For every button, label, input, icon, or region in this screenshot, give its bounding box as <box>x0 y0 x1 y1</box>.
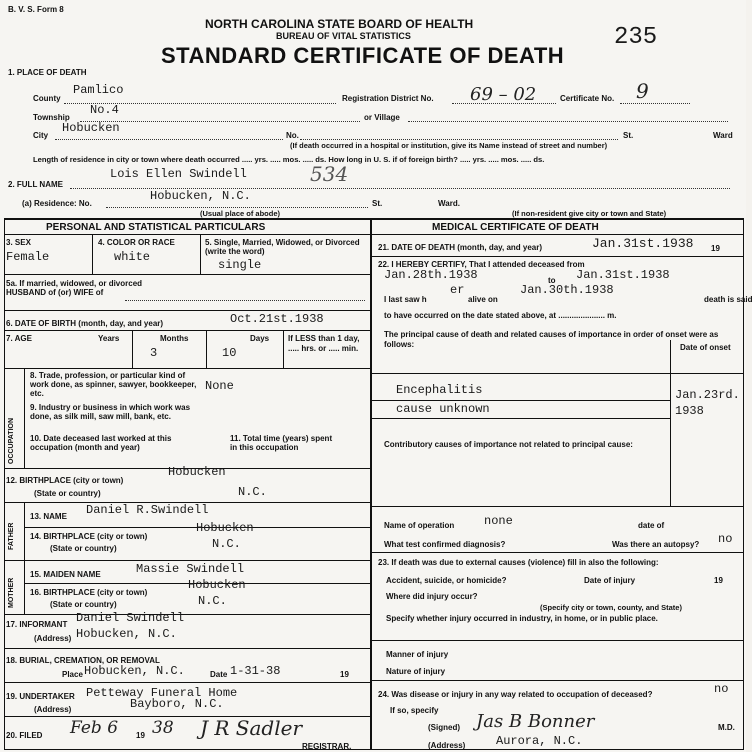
full-name-annotation: 534 <box>310 162 349 186</box>
birthplace-state: N.C. <box>238 485 267 499</box>
industry-question: Specify whether injury occurred in industry, in home, or in public place. <box>386 614 658 623</box>
less-than-day-label: If LESS than 1 day, ..... hrs. or ..... min. <box>288 334 360 353</box>
mother-birthplace-state-label: (State or country) <box>50 600 117 609</box>
race-value: white <box>114 250 151 264</box>
mother-birthplace-city: Hobucken <box>188 578 246 592</box>
occupation-vertical-label: OCCUPATION <box>8 417 15 464</box>
age-label: 7. AGE <box>6 334 32 343</box>
principal-cause-label: The principal cause of death and related causes of importance in order of onset were as follows: <box>384 330 719 349</box>
md-label: M.D. <box>718 723 735 732</box>
marital-value: single <box>218 258 262 272</box>
district-label: Registration District No. <box>342 94 434 103</box>
residence-label: (a) Residence: No. <box>22 199 92 208</box>
informant-value: Daniel Swindell <box>76 611 185 625</box>
full-name-value: Lois Ellen Swindell <box>110 167 247 181</box>
race-label: 4. COLOR OR RACE <box>98 238 175 247</box>
date-of-death-value: Jan.31st.1938 <box>592 236 694 251</box>
filed-year-label: 19 <box>136 731 145 740</box>
informant-address: Hobucken, N.C. <box>76 627 177 641</box>
date-of-onset-label: Date of onset <box>680 343 731 352</box>
father-name-label: 13. NAME <box>30 512 67 521</box>
residence-value: Hobucken, N.C. <box>150 189 251 203</box>
external-causes-label: 23. If death was due to external causes (violence) fill in also the following: <box>378 558 659 567</box>
city-no-label: No. <box>286 131 299 140</box>
occupation-8-value: None <box>205 379 234 393</box>
undertaker-address: Bayboro, N.C. <box>130 697 224 711</box>
city-value: Hobucken <box>62 121 120 135</box>
husband-label: 5a. If married, widowed, or divorced HUSBAND of (or) WIFE of <box>6 279 143 297</box>
district-value: 69 – 02 <box>470 84 537 105</box>
sex-label: 3. SEX <box>6 238 31 247</box>
last-saw-er: er <box>450 283 465 297</box>
informant-label: 17. INFORMANT <box>6 620 68 629</box>
city-ward-label: Ward <box>713 131 733 140</box>
registrar-label: REGISTRAR. <box>302 742 352 751</box>
dob-label: 6. DATE OF BIRTH (month, day, and year) <box>6 319 164 328</box>
registrar-signature: J R Sadler <box>200 716 303 740</box>
contributory-label: Contributory causes of importance not related to principal cause: <box>384 440 633 449</box>
alive-value: Jan.30th.1938 <box>520 283 614 297</box>
operation-value: none <box>484 514 513 528</box>
father-birthplace-city: Hobucken <box>196 521 254 535</box>
alive-label: alive on <box>468 295 498 304</box>
death-said-label: death is said <box>704 295 752 304</box>
attended-to: Jan.31st.1938 <box>576 268 670 282</box>
occupation-9-label: 9. Industry or business in which work was done, as silk mill, saw mill, bank, etc. <box>30 403 191 421</box>
injury-date-label: Date of injury <box>584 576 636 585</box>
township-value: No.4 <box>90 103 119 117</box>
test-label: What test confirmed diagnosis? <box>384 540 506 549</box>
full-name-label: 2. FULL NAME <box>8 180 63 189</box>
occupation-8-label: 8. Trade, profession, or particular kind of work done, as spinner, sawyer, bookkeeper, etc. <box>30 371 197 398</box>
birthplace-city: Hobucken <box>168 465 226 479</box>
age-months-label: Months <box>160 334 189 343</box>
burial-place-value: Hobucken, N.C. <box>84 664 185 678</box>
filed-date: Feb 6 <box>70 718 119 738</box>
filed-label: 20. FILED <box>6 731 43 740</box>
cause-1: Encephalitis <box>396 383 483 397</box>
birthplace-label: 12. BIRTHPLACE (city or town) <box>6 476 124 485</box>
residence-st-label: St. <box>372 199 383 208</box>
father-birthplace-state-label: (State or country) <box>50 544 117 553</box>
manner-label: Manner of injury <box>386 650 449 659</box>
usual-abode-note: (Usual place of abode) <box>200 209 281 218</box>
occurred-line: to have occurred on the date stated above, at ..................... m. <box>384 311 617 320</box>
age-months-value: 3 <box>150 346 158 360</box>
form-number: B. V. S. Form 8 <box>8 5 64 14</box>
bureau-name: BUREAU OF VITAL STATISTICS <box>276 31 411 41</box>
where-injury-label: Where did injury occur? <box>386 592 478 601</box>
mother-name-label: 15. MAIDEN NAME <box>30 570 101 579</box>
personal-heading: PERSONAL AND STATISTICAL PARTICULARS <box>46 222 266 233</box>
father-vertical-label: FATHER <box>8 522 15 550</box>
father-birthplace-label: 14. BIRTHPLACE (city or town) <box>30 532 148 541</box>
operation-label: Name of operation <box>384 521 455 530</box>
autopsy-label: Was there an autopsy? <box>612 540 700 549</box>
last-saw-label: I last saw h <box>384 295 427 304</box>
burial-year-label: 19 <box>340 670 349 679</box>
cause-2: cause unknown <box>396 402 490 416</box>
filed-year: 38 <box>152 718 174 738</box>
burial-date-label: Date <box>210 670 228 679</box>
certificate-title: STANDARD CERTIFICATE OF DEATH <box>161 43 565 68</box>
onset-1: Jan.23rd. <box>675 388 740 402</box>
operation-date-label: date of <box>638 521 665 530</box>
residence-ward-label: Ward. <box>438 199 460 208</box>
nonresident-note: (If non-resident give city or town and State) <box>512 209 667 218</box>
board-name: NORTH CAROLINA STATE BOARD OF HEALTH <box>205 17 474 31</box>
occupation-11-label: 11. Total time (years) spent in this occupation <box>230 434 333 452</box>
certify-label: 22. I HEREBY CERTIFY, That I attended deceased from <box>378 260 585 269</box>
father-name-value: Daniel R.Swindell <box>86 503 209 517</box>
physician-address: Aurora, N.C. <box>496 734 583 748</box>
certificate-no-value: 9 <box>636 79 649 103</box>
village-label: or Village <box>364 113 400 122</box>
certificate-no-label: Certificate No. <box>560 94 615 103</box>
age-years-label: Years <box>98 334 120 343</box>
if-so-label: If so, specify <box>390 706 439 715</box>
date-of-death-label: 21. DATE OF DEATH (month, day, and year) <box>378 243 543 252</box>
marital-label: 5. Single, Married, Widowed, or Divorced (write the word) <box>205 238 360 256</box>
attended-to-label: to <box>548 276 556 285</box>
injury-year-label: 19 <box>714 576 723 585</box>
date-of-death-year: 19 <box>711 244 720 253</box>
age-days-label: Days <box>250 334 270 343</box>
county-label: County <box>33 94 61 103</box>
occupation-10-label: 10. Date deceased last worked at this occupation (month and year) <box>30 434 172 452</box>
father-birthplace-state: N.C. <box>212 537 241 551</box>
burial-place-label: Place <box>62 670 83 679</box>
sex-value: Female <box>6 250 50 264</box>
autopsy-value: no <box>718 532 733 546</box>
undertaker-address-label: (Address) <box>34 705 72 714</box>
city-label: City <box>33 131 49 140</box>
medical-heading: MEDICAL CERTIFICATE OF DEATH <box>432 222 599 233</box>
serial-number: 235 <box>614 24 658 51</box>
accident-label: Accident, suicide, or homicide? <box>386 576 507 585</box>
occupation-related-question: 24. Was disease or injury in any way related to occupation of deceased? <box>378 690 653 699</box>
burial-date-value: 1-31-38 <box>230 664 281 678</box>
specify-location-note: (Specify city or town, county, and State) <box>540 603 682 612</box>
signed-label: (Signed) <box>428 723 460 732</box>
undertaker-label: 19. UNDERTAKER <box>6 692 75 701</box>
hospital-note: (If death occurred in a hospital or institution, give its Name instead of street and number) <box>290 141 608 150</box>
attended-from: Jan.28th.1938 <box>384 268 478 282</box>
undertaker-value: Petteway Funeral Home <box>86 686 238 700</box>
burial-label: 18. BURIAL, CREMATION, OR REMOVAL <box>6 656 160 665</box>
age-days-value: 10 <box>222 346 237 360</box>
informant-address-label: (Address) <box>34 634 72 643</box>
mother-name-value: Massie Swindell <box>136 562 245 576</box>
dob-value: Oct.21st.1938 <box>230 312 324 326</box>
nature-label: Nature of injury <box>386 667 446 676</box>
birthplace-state-label: (State or country) <box>34 489 101 498</box>
physician-address-label: (Address) <box>428 741 466 750</box>
residence-length-line: Length of residence in city or town where death occurred ..... yrs. ..... mos. ..... ds. How long in U. S. if of foreign birth? ..... yrs. ..... mos. ..... ds. <box>33 155 545 164</box>
mother-birthplace-state: N.C. <box>198 594 227 608</box>
onset-2: 1938 <box>675 404 704 418</box>
mother-vertical-label: MOTHER <box>8 577 15 608</box>
township-label: Township <box>33 113 70 122</box>
occupation-related-answer: no <box>714 682 729 696</box>
mother-birthplace-label: 16. BIRTHPLACE (city or town) <box>30 588 148 597</box>
county-value: Pamlico <box>73 83 124 97</box>
city-st-label: St. <box>623 131 634 140</box>
physician-signature: Jas B Bonner <box>476 711 595 732</box>
place-of-death-label: 1. PLACE OF DEATH <box>8 68 87 77</box>
